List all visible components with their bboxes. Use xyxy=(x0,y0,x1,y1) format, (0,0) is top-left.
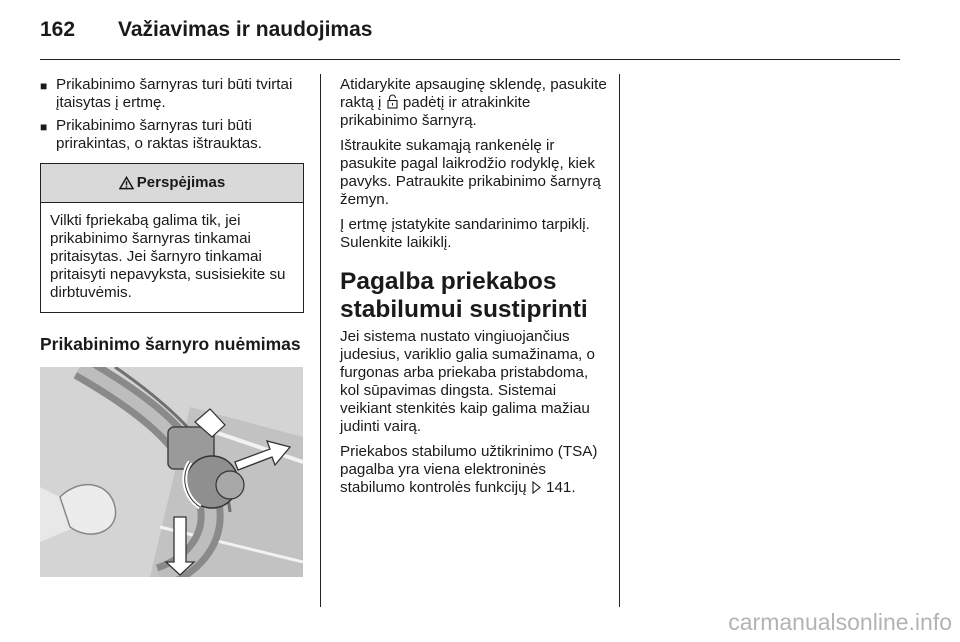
column-divider xyxy=(320,74,321,607)
page-number: 162 xyxy=(40,18,76,41)
towbar-removal-figure xyxy=(40,367,303,577)
bullet-square-icon: ■ xyxy=(40,120,48,134)
paragraph xyxy=(340,443,608,497)
warning-header xyxy=(41,164,303,203)
warning-box xyxy=(40,163,304,313)
section-subheading: Prikabinimo šarnyro nuėmimas xyxy=(40,334,301,354)
paragraph-text: Atidarykite apsauginę sklendę, pasukite raktą į xyxy=(340,76,607,111)
warning-title: Perspėjimas xyxy=(136,174,226,191)
watermark: carmanualsonline.info xyxy=(728,609,952,635)
bullet-square-icon: ■ xyxy=(40,79,48,93)
paragraph: Ištraukite sukamąją rankenėlę ir pasukite pagal laikrodžio rodyklę, kiek pavyks. Patraukite prikabinimo šarnyrą žemyn. xyxy=(340,137,601,208)
list-item xyxy=(40,76,304,112)
paragraph: Jei sistema nustato vingiuojančius judesius, variklio galia sumažinama, o furgonas arba priekaba pristabdoma, kol sūpavimas dingsta. Sistemai veikiant stenkitės kaip galima mažiau judinti vairą. xyxy=(340,328,595,435)
header-rule xyxy=(40,59,900,60)
list-item xyxy=(40,117,304,153)
page-reference-link[interactable]: 141. xyxy=(546,479,576,496)
unlock-icon xyxy=(387,94,398,109)
paragraph: Į ertmę įstatykite sandarinimo tarpiklį. Sulenkite laikiklį. xyxy=(340,216,590,251)
page-reference-icon[interactable] xyxy=(532,481,541,494)
warning-triangle-icon xyxy=(119,176,134,190)
warning-text: Vilkti fpriekabą galima tik, jei prikabinimo šarnyras tinkamai pritaisytas. Jei šarnyro tinkamai pritaisyti nepavyksta, susisiekite su dirbtuvėmis. xyxy=(50,212,286,301)
paragraph-text: Priekabos stabilumo užtikrinimo (TSA) pagalba yra viena elektroninės stabilumo kontrolės funkcijų xyxy=(340,443,598,496)
right-column xyxy=(340,76,608,504)
paragraph-text: padėtį ir atrakinkite prikabinimo šarnyrą. xyxy=(340,94,531,129)
page-header xyxy=(40,18,372,48)
column-divider xyxy=(619,74,620,607)
bullet-text: Prikabinimo šarnyras turi būti prirakintas, o raktas ištrauktas. xyxy=(56,117,262,152)
page-title: Važiavimas ir naudojimas xyxy=(118,18,373,41)
paragraph xyxy=(340,76,608,130)
section-title: Pagalba priekabos stabilumui sustiprinti xyxy=(340,268,588,323)
left-column xyxy=(40,76,304,577)
towbar-illustration xyxy=(40,367,303,577)
bullet-text: Prikabinimo šarnyras turi būti tvirtai įtaisytas į ertmę. xyxy=(56,76,293,111)
